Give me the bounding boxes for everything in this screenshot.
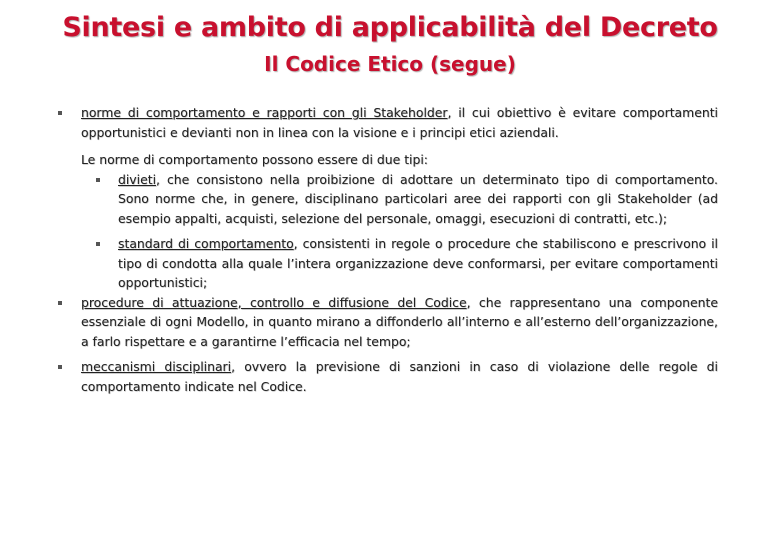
item-text: , che rappresentano una componente essenziale di ogni Modello, in quanto mirano a diffonderlo all’interno e all’esterno dell’organizzazione, a farlo rispettare e a garantirne l’efficacia nel tempo; <box>81 294 718 349</box>
intro-text: Le norme di comportamento possono essere di due tipi: <box>81 152 428 167</box>
slide-title: Sintesi e ambito di applicabilità del Decreto <box>62 12 718 43</box>
bullet-icon <box>96 242 100 246</box>
sub-list-item <box>56 234 718 293</box>
bullet-icon <box>58 111 62 115</box>
slide-body <box>56 103 718 396</box>
list-item <box>56 103 718 142</box>
bullet-icon <box>96 178 100 182</box>
item-text: , ovvero la previsione di sanzioni in caso di violazione delle regole di comportamento indicate nel Codice. <box>81 359 718 394</box>
slide-subtitle: Il Codice Etico (segue) <box>264 52 516 76</box>
sub-item-term: divieti <box>118 171 157 187</box>
bullet-icon <box>58 365 62 369</box>
sub-item-term: standard di comportamento <box>118 236 294 251</box>
item-term: meccanismi disciplinari <box>81 359 232 374</box>
sub-item-text: , consistenti in regole o procedure che stabiliscono e prescrivono il tipo di condotta alla quale l’intera organizzazione deve conformarsi, per evitare comportamenti opportunistici; <box>118 236 718 290</box>
list-item <box>56 357 718 396</box>
item-term: norme di comportamento e rapporti con gli Stakeholder <box>81 105 448 120</box>
sub-item-text: , che consistono nella proibizione di adottare un determinato tipo di comportamento. Sono norme che, in genere, disciplinano particolari aree dei rapporti con gli Stakeholder (ad esempio appalti, acquisti, selezione del personale, omaggi, esecuzioni di contratti, etc.); <box>118 171 718 226</box>
item-text: , il cui obiettivo è evitare comportamenti opportunistici e devianti non in linea con la visione e i principi etici aziendali. <box>81 105 718 140</box>
bullet-icon <box>58 301 62 305</box>
sub-list-item <box>56 170 718 229</box>
list-item <box>56 293 718 352</box>
item-term: procedure di attuazione, controllo e diffusione del Codice <box>81 294 467 310</box>
